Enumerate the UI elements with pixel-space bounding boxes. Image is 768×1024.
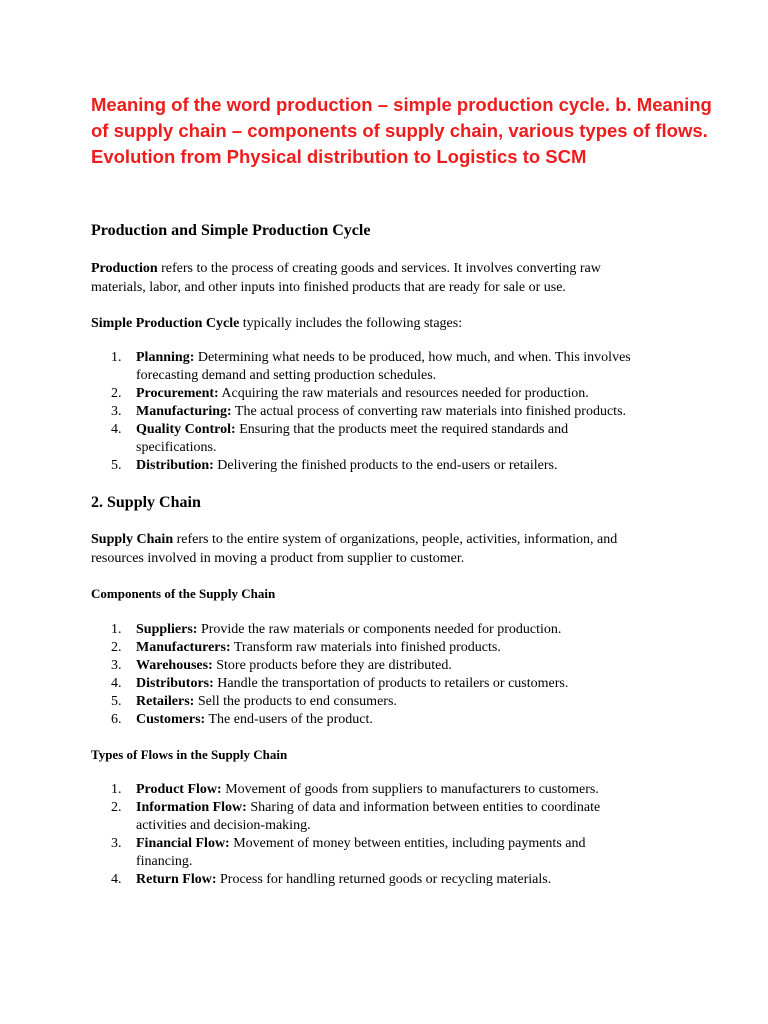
list-item: 4. Distributors: Handle the transportation of products to retailers or customers. [111,676,569,691]
list-item: 4. Quality Control: Ensuring that the products meet the required standards and specifications. [111,422,569,455]
list-item: 2. Procurement: Acquiring the raw materials and resources needed for production. [111,386,589,401]
list-item: 1. Product Flow: Movement of goods from suppliers to manufacturers to customers. [111,782,599,797]
list-item: 4. Return Flow: Process for handling returned goods or recycling materials. [111,872,552,887]
list-item: 6. Customers: The end-users of the product. [111,712,373,727]
components-heading: Components of the Supply Chain [91,586,276,601]
title-line: of supply chain – components of supply chain, various types of flows. [91,120,708,141]
list-item: 3. Manufacturing: The actual process of converting raw materials into finished products. [111,404,627,419]
flows-heading: Types of Flows in the Supply Chain [91,747,288,762]
list-item: 2. Information Flow: Sharing of data and information between entities to coordinate activities and decision-making. [111,800,601,833]
components-list [91,621,568,729]
document-title [91,92,751,170]
production-stages-list [91,349,631,475]
section-heading-supply-chain: 2. Supply Chain [91,494,201,511]
list-item: 3. Financial Flow: Movement of money between entities, including payments and financing. [111,836,586,869]
list-item: 1. Planning: Determining what needs to be produced, how much, and when. This involves forecasting demand and setting production schedules. [111,350,631,383]
flows-list [91,781,600,889]
production-cycle-intro: Simple Production Cycle typically includes the following stages: [91,316,463,331]
list-item: 5. Retailers: Sell the products to end consumers. [111,694,397,709]
section-heading-production: Production and Simple Production Cycle [91,222,371,239]
title-line: Meaning of the word production – simple production cycle. b. Meaning [91,94,712,115]
title-line: Evolution from Physical distribution to Logistics to SCM [91,146,587,167]
term-simple-production-cycle: Simple Production Cycle [91,316,240,331]
supply-chain-definition: Supply Chain refers to the entire system of organizations, people, activities, information, and resources involved in moving a product from supplier to customer. [91,532,618,566]
term-production: Production [91,261,158,276]
list-item: 5. Distribution: Delivering the finished products to the end-users or retailers. [111,458,558,473]
list-item: 3. Warehouses: Store products before they are distributed. [111,658,452,673]
production-definition: Production refers to the process of creating goods and services. It involves converting raw materials, labor, and other inputs into finished products that are ready for sale or use. [91,261,601,295]
term-supply-chain: Supply Chain [91,532,174,547]
list-item: 2. Manufacturers: Transform raw materials into finished products. [111,640,501,655]
list-item: 1. Suppliers: Provide the raw materials or components needed for production. [111,622,562,637]
